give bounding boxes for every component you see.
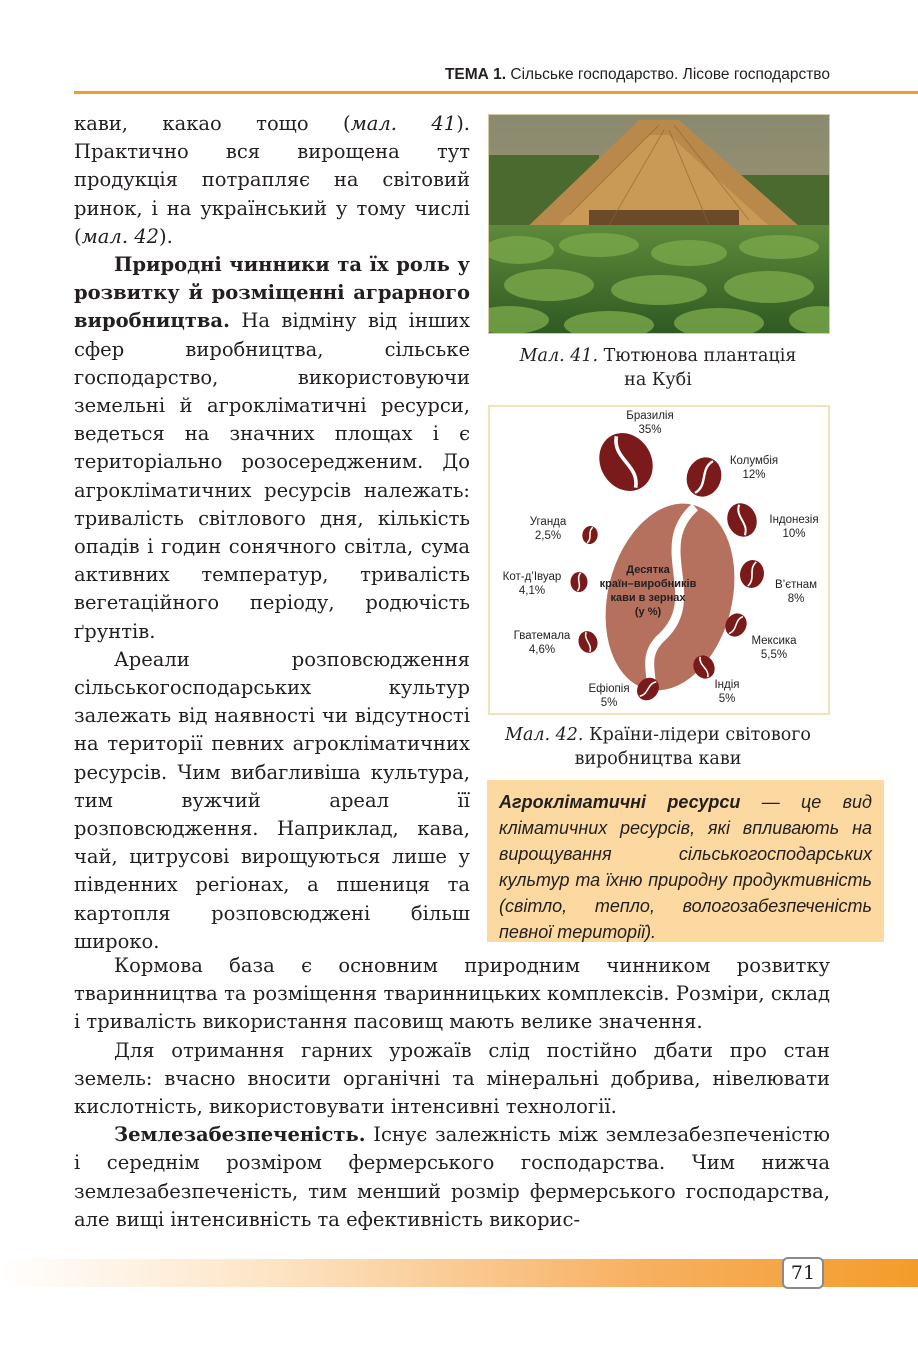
bean-mark	[723, 499, 762, 541]
chart-title-line: Десятка	[626, 564, 670, 576]
definition-box	[487, 780, 884, 942]
country-label: Індія	[714, 679, 740, 691]
text: ). Практично вся вирощена тут продукція потрапляє на світовий ринок, і на український у тому числі (	[74, 112, 470, 248]
fig42-label: Мал. 42.	[505, 725, 584, 745]
fig41-label: Мал. 41.	[519, 346, 599, 366]
value-label: 12%	[742, 469, 766, 481]
country-label: Індонезія	[769, 514, 819, 526]
value-label: 5%	[718, 693, 736, 705]
paragraph-4: Кормова база є основним природним чинником розвитку тваринництва та розміщення тваринницьких комплексів. Розміри, склад і тривалість використання пасовищ мають велике значення.	[74, 954, 830, 1034]
text: ).	[159, 224, 173, 248]
country-label: Ефіопія	[588, 683, 630, 695]
bean-mark	[571, 572, 588, 592]
paragraph-6	[74, 1121, 830, 1234]
fig42-line1: Країни-лідери світового	[589, 725, 811, 745]
topic-title: Сільське господарство. Лісове господарство	[510, 66, 830, 83]
paragraph-3: Ареали розповсюдження сільськогосподарських культур залежать від наявності чи відсутності на території певних агрокліматичних ресурсів. Чим вибагливіша культура, тим вужчий ареал її розповсюдження. Наприклад, кава, чай, цитрусові вирощуються лише у південних регіонах, а пшениця та картопля розповсюджені більш широко.	[74, 647, 470, 953]
fig41-line1: Тютюнова плантація	[603, 346, 797, 366]
bean-mark	[681, 452, 727, 501]
paragraph-1	[74, 110, 470, 251]
chart-title-line: кави в зернах	[610, 592, 686, 604]
page-number: 71	[782, 1257, 824, 1289]
country-label: Колумбія	[729, 455, 779, 467]
fig41-line2: на Кубі	[624, 370, 692, 390]
definition-term: Агрокліматичні ресурси	[499, 792, 741, 812]
left-column	[74, 110, 470, 956]
country-label: Бразилія	[626, 410, 674, 422]
country-label: В’єтнам	[774, 579, 818, 591]
definition-text: — це вид кліматичних ресурсів, які впливають на вирощування сільськогосподарських культур та їхню природну продуктивність (світло, тепло, вологозабезпеченість певної території).	[499, 792, 872, 942]
full-width-text	[74, 952, 830, 1234]
value-label: 2,5%	[534, 530, 562, 542]
country-label: Уганда	[529, 516, 567, 528]
chart-title-line: країн–виробників	[599, 578, 697, 590]
topic-number: ТЕМА 1.	[444, 66, 507, 83]
bean-mark	[738, 558, 766, 590]
country-label: Гватемала	[513, 630, 571, 642]
country-label: Кот-д’Івуар	[502, 571, 562, 583]
bean-mark	[581, 525, 599, 545]
value-label: 5,5%	[760, 649, 788, 661]
chart-title-line: (у %)	[634, 606, 662, 618]
section-heading: Природні чинники та їх роль у розвитку й розміщенні аграрного виробництва.	[74, 253, 470, 333]
fig41-ref: мал. 41	[350, 112, 457, 135]
text: кави, какао тощо (	[74, 112, 351, 135]
fig41-caption	[488, 344, 828, 392]
paragraph-2	[74, 251, 470, 646]
value-label: 4,1%	[518, 585, 546, 597]
paragraph-5: Для отримання гарних урожаїв слід постійно дбати про стан земель: вчасно вносити органічні та мінеральні добрива, нівелювати кислотність, використовувати інтенсивні технології.	[74, 1038, 830, 1119]
country-label: Мексика	[751, 635, 797, 647]
value-label: 5%	[600, 697, 618, 709]
page-header	[420, 66, 830, 84]
fig42-chart	[488, 405, 830, 715]
fig42-caption	[480, 723, 836, 771]
fig42-ref: мал. 42	[81, 224, 160, 248]
fig42-line2: виробництва кави	[574, 749, 742, 769]
footer-band	[0, 1259, 918, 1287]
header-rule	[74, 91, 918, 94]
value-label: 4,6%	[528, 644, 556, 656]
value-label: 10%	[782, 528, 806, 540]
value-label: 8%	[787, 593, 805, 605]
tobacco-plantation-image	[489, 115, 829, 333]
text: Існує залежність між землезабезпеченістю і середнім розміром фермерського господарства. Чим нижча землезабезпеченість, тим менший розмір фермерського господарства, але вищі інтенсивність та ефективність викорис-	[74, 1123, 830, 1231]
bean-mark	[575, 628, 600, 655]
value-label: 35%	[638, 424, 662, 436]
section-heading-land: Землезабезпеченість.	[114, 1123, 366, 1147]
text: На відміну від інших сфер виробництва, сільське господарство, використовуючи земельні й агрокліматичні ресурси, ведеться на значних площах і є територіально розосередженим. До агрокліматичних ресурсів належать: тривалість світлового дня, кількість опадів і годин сонячного світла, сума активних температур, тривалість вегетаційного періоду, родючість ґрунтів.	[74, 309, 470, 643]
coffee-producers-chart	[490, 407, 828, 713]
fig41-photo	[488, 114, 830, 334]
